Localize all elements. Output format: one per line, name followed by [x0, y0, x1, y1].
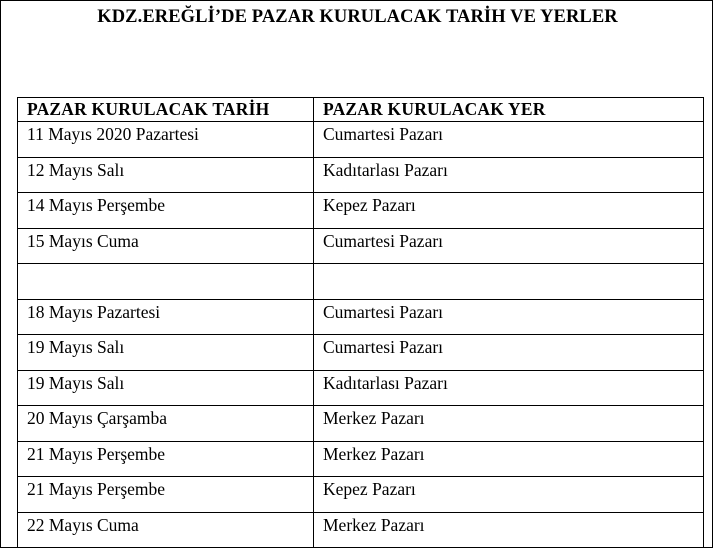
place-cell: Cumartesi Pazarı	[314, 228, 704, 264]
date-cell	[18, 264, 314, 300]
place-cell: Merkez Pazarı	[314, 406, 704, 442]
market-schedule-table	[17, 97, 704, 548]
date-cell: 22 Mayıs Cuma	[18, 512, 314, 548]
date-cell: 12 Mayıs Salı	[18, 157, 314, 193]
header-date: PAZAR KURULACAK TARİH	[18, 98, 314, 122]
table-row	[18, 157, 704, 193]
table-row	[18, 406, 704, 442]
date-cell: 21 Mayıs Perşembe	[18, 477, 314, 513]
table-row	[18, 512, 704, 548]
table-row	[18, 299, 704, 335]
table-row	[18, 370, 704, 406]
table-row	[18, 441, 704, 477]
table-row	[18, 264, 704, 300]
date-cell: 14 Mayıs Perşembe	[18, 193, 314, 229]
date-cell: 19 Mayıs Salı	[18, 335, 314, 371]
place-cell: Cumartesi Pazarı	[314, 335, 704, 371]
place-cell: Merkez Pazarı	[314, 441, 704, 477]
date-cell: 21 Mayıs Perşembe	[18, 441, 314, 477]
table-row	[18, 477, 704, 513]
table-row	[18, 335, 704, 371]
date-cell: 20 Mayıs Çarşamba	[18, 406, 314, 442]
date-cell: 11 Mayıs 2020 Pazartesi	[18, 122, 314, 158]
place-cell: Kepez Pazarı	[314, 477, 704, 513]
place-cell: Kadıtarlası Pazarı	[314, 370, 704, 406]
place-cell: Merkez Pazarı	[314, 512, 704, 548]
date-cell: 18 Mayıs Pazartesi	[18, 299, 314, 335]
date-cell: 15 Mayıs Cuma	[18, 228, 314, 264]
place-cell: Kadıtarlası Pazarı	[314, 157, 704, 193]
table-header-row	[18, 98, 704, 122]
place-cell: Kepez Pazarı	[314, 193, 704, 229]
header-place: PAZAR KURULACAK YER	[314, 98, 704, 122]
date-cell: 19 Mayıs Salı	[18, 370, 314, 406]
place-cell: Cumartesi Pazarı	[314, 299, 704, 335]
table-row	[18, 122, 704, 158]
table-row	[18, 228, 704, 264]
place-cell	[314, 264, 704, 300]
table-body	[18, 122, 704, 548]
table-row	[18, 193, 704, 229]
place-cell: Cumartesi Pazarı	[314, 122, 704, 158]
document-title: KDZ.EREĞLİ’DE PAZAR KURULACAK TARİH VE YERLER	[97, 7, 618, 27]
